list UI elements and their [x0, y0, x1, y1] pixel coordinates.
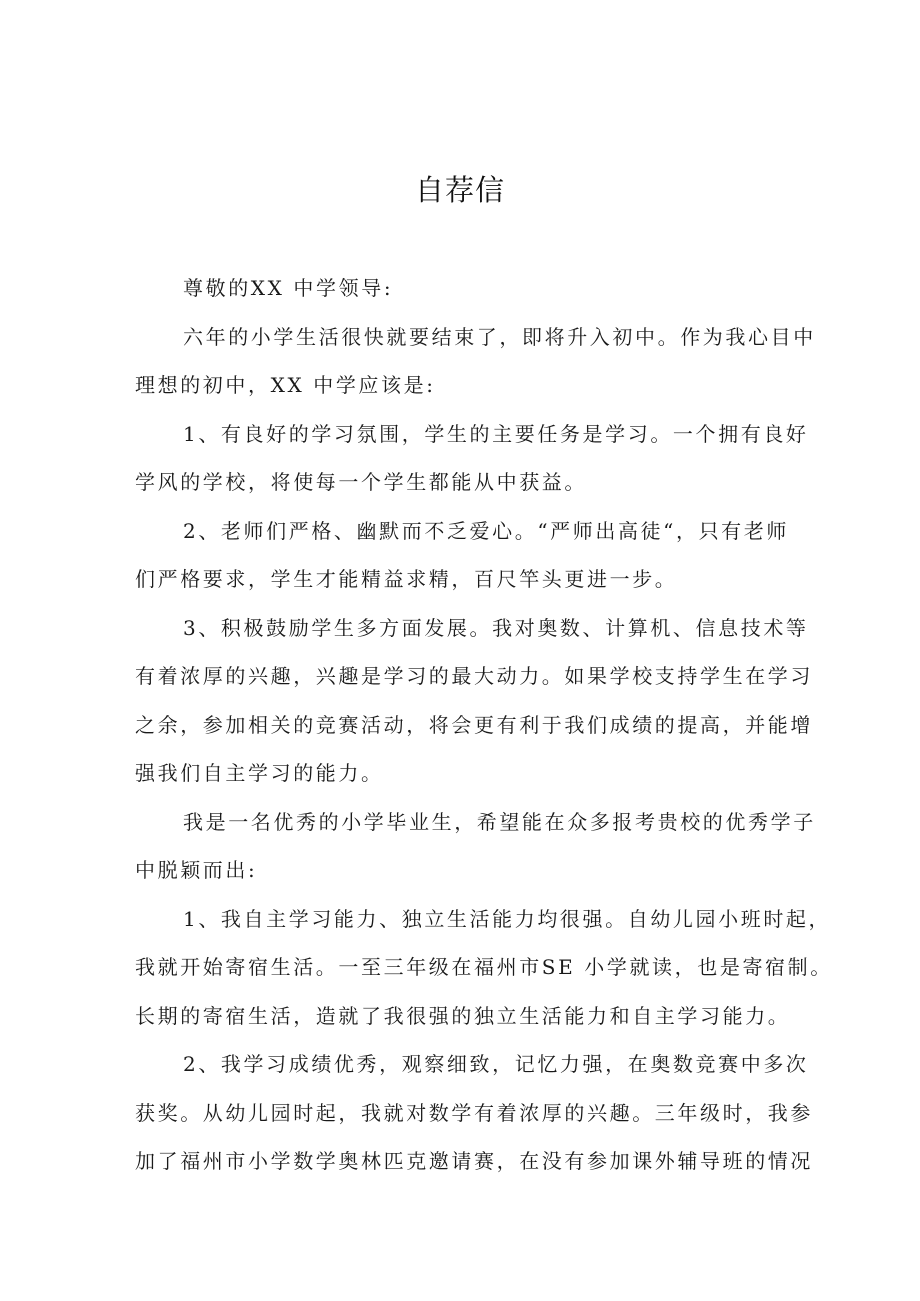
text-line: 1、我自主学习能力、独立生活能力均很强。自幼儿园小班时起，	[183, 906, 832, 931]
text-line: 我是一名优秀的小学毕业生，希望能在众多报考贵校的优秀学子	[183, 809, 816, 834]
paragraph	[135, 313, 816, 410]
letter-body	[135, 264, 833, 1186]
paragraph	[135, 895, 833, 1041]
text-line: 我就开始寄宿生活。一至三年级在福州市SE 小学就读，也是寄宿制。	[135, 955, 833, 979]
text-line: 1、有良好的学习氛围，学生的主要任务是学习。一个拥有良好	[183, 421, 809, 446]
text-line: 理想的初中，XX 中学应该是:	[135, 373, 436, 397]
paragraph	[135, 507, 807, 604]
text-line: 2、我学习成绩优秀，观察细致，记忆力强，在奥数竞赛中多次	[183, 1052, 809, 1076]
document-title: 自荐信	[414, 173, 505, 207]
text-line: 尊敬的XX 中学领导:	[183, 276, 394, 300]
text-line: 获奖。从幼儿园时起，我就对数学有着浓厚的兴趣。三年级时，我参	[135, 1100, 813, 1125]
text-line: 六年的小学生活很快就要结束了，即将升入初中。作为我心目中	[183, 324, 816, 349]
paragraph	[135, 410, 807, 507]
paragraph	[135, 1040, 813, 1186]
text-line: 3、积极鼓励学生多方面发展。我对奥数、计算机、信息技术等	[183, 615, 809, 640]
paragraph	[135, 264, 807, 313]
text-line: 有着浓厚的兴趣，兴趣是学习的最大动力。如果学校支持学生在学习	[135, 664, 813, 688]
text-line: 加了福州市小学数学奥林匹克邀请赛，在没有参加课外辅导班的情况	[135, 1149, 813, 1173]
text-line: 之余，参加相关的竞赛活动，将会更有利于我们成绩的提高，并能增	[135, 712, 813, 737]
text-line: 学风的学校，将使每一个学生都能从中获益。	[135, 470, 587, 494]
text-line: 长期的寄宿生活，造就了我很强的独立生活能力和自主学习能力。	[135, 1003, 791, 1028]
paragraph	[135, 798, 816, 895]
text-line: 们严格要求，学生才能精益求精，百尺竿头更进一步。	[135, 567, 678, 591]
paragraph	[135, 604, 813, 798]
text-line: 强我们自主学习的能力。	[135, 761, 384, 785]
text-line: 中脱颖而出:	[135, 858, 258, 882]
text-line: 2、老师们严格、幽默而不乏爱心。“严师出高徒“，只有老师	[183, 518, 789, 543]
